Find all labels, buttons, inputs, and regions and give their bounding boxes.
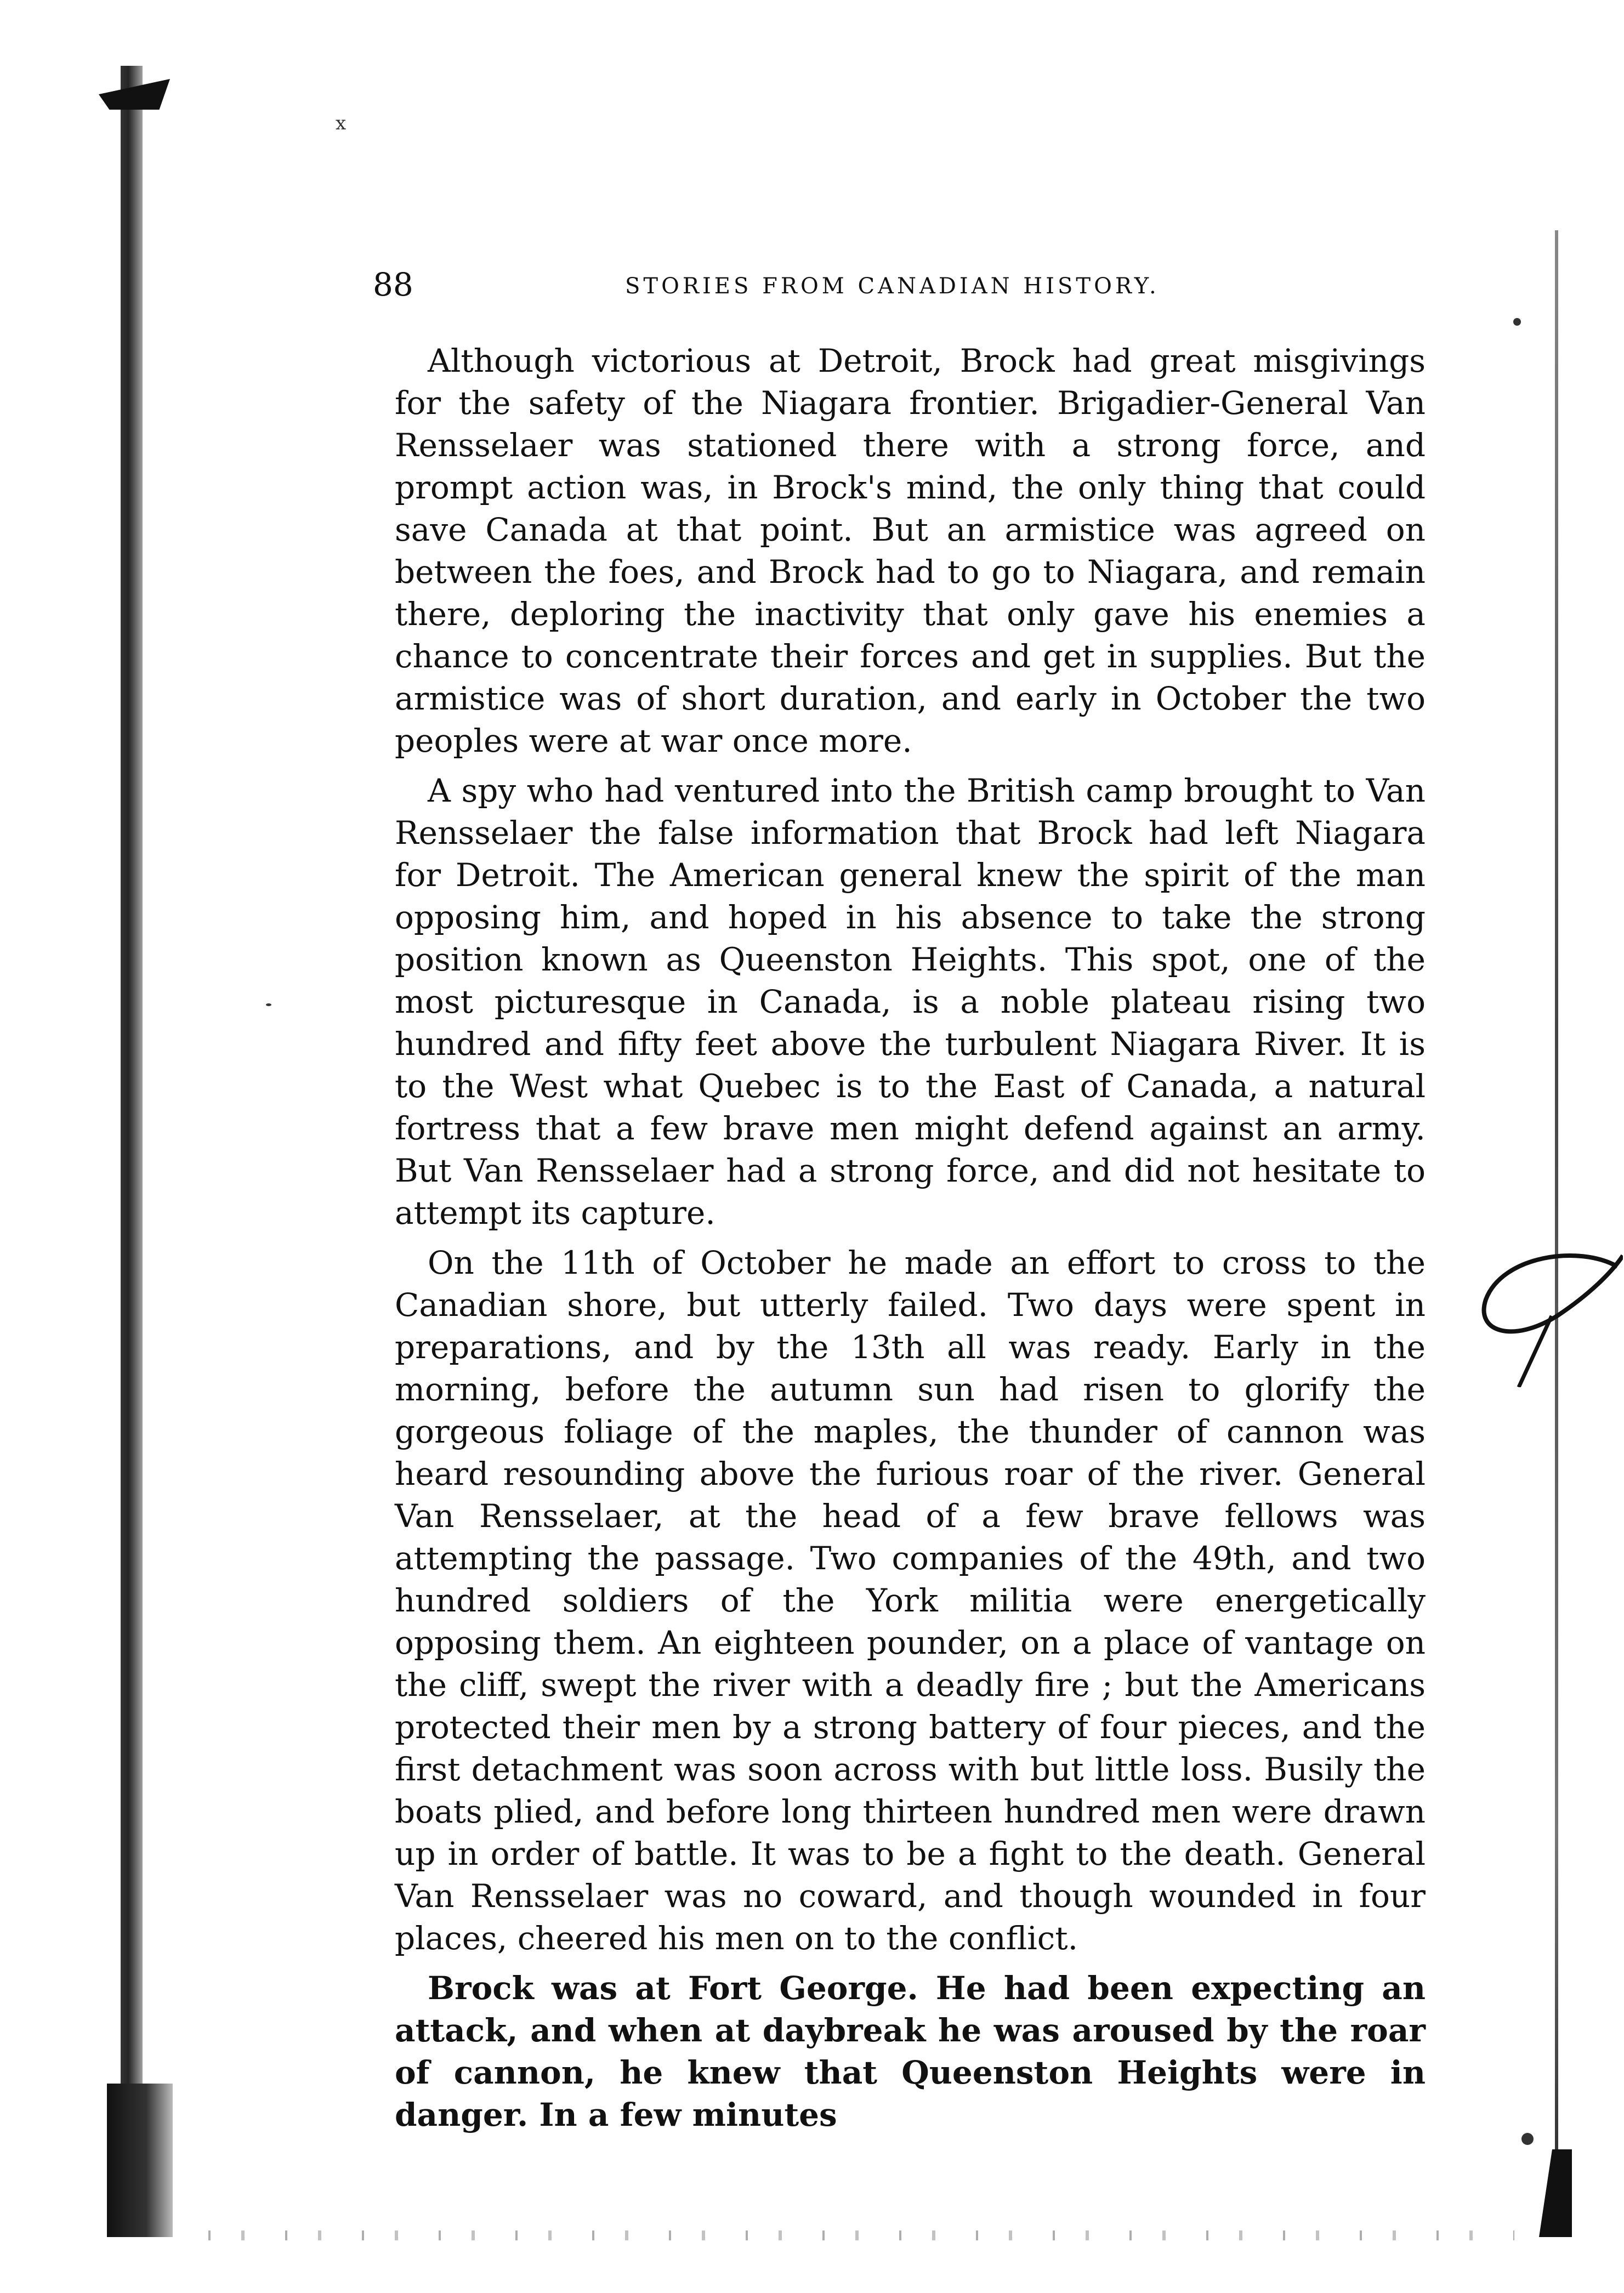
paragraph: On the 11th of October he made an effort to cross to the Canadian shore, but utterly failed. Two days were spent in preparations, and by the 13th all was ready. Early in the morning, before the autumn sun had risen to glorify the gorgeous foliage of the maples, the thunder of cannon was heard resounding above the furious roar of the river. General Van Rensselaer, at the head of a few brave fellows was attempting the passage. Two companies of the 49th, and two hundred soldiers of the York militia were energetically opposing them. An eighteen pounder, on a place of vantage on the cliff, swept the river with a deadly fire ; but the Americans protected their men by a strong battery of four pieces, and the first detachment was soon across with but little loss. Busily the boats plied, and before long thirteen hundred men were drawn up in order of battle. It was to be a fight to the death. General Van Rensselaer was no coward, and though wounded in four places, cheered his men on to the conflict. (395, 1244, 1426, 1957)
speck (1521, 2133, 1534, 2145)
speck (1513, 318, 1521, 326)
paragraph: Brock was at Fort George. He had been expecting an attack, and when at daybreak he was aroused by the roar of cannon, he knew that Queenston Heights were in danger. In a few minutes (395, 1970, 1426, 2133)
binding-shadow-base (107, 2084, 173, 2237)
bottom-scan-noise (208, 2230, 1514, 2240)
page-edge-right (1555, 230, 1558, 2232)
paragraph: Although victorious at Detroit, Brock had great misgivings for the safety of the Niagara frontier. Brigadier-General Van Rensselaer was stationed there with a strong force, and prompt action was, in Brock's mind, the only thing that could save Canada at that point. But an armistice was agreed on between the foes, and Brock had to go to Niagara, and remain there, deploring the inactivity that only gave his enemies a chance to concentrate their forces and get in supplies. But the armistice was of short duration, and early in October the two peoples were at war once more. (395, 342, 1426, 759)
page-number: 88 (373, 266, 413, 303)
corner-mark: x (336, 112, 347, 134)
page-header (373, 266, 1431, 315)
binding-shadow-left (121, 66, 143, 2204)
paragraph: A spy who had ventured into the British camp brought to Van Rensselaer the false information that Brock had left Niagara for Detroit. The American general knew the spirit of the man opposing him, and hoped in his absence to take the strong position known as Queenston Heights. This spot, one of the most picturesque in Canada, is a noble plateau rising two hundred and fifty feet above the turbulent Niagara River. It is to the West what Quebec is to the East of Canada, a natural fortress that a few brave men might defend against an army. But Van Rensselaer had a strong force, and did not hesitate to attempt its capture. (395, 772, 1426, 1231)
running-head: STORIES FROM CANADIAN HISTORY. (625, 274, 1160, 299)
body-text (395, 340, 1426, 2144)
pen-scribble (1469, 1234, 1623, 1387)
speck (266, 1003, 271, 1006)
page-edge-right-base (1539, 2149, 1572, 2237)
